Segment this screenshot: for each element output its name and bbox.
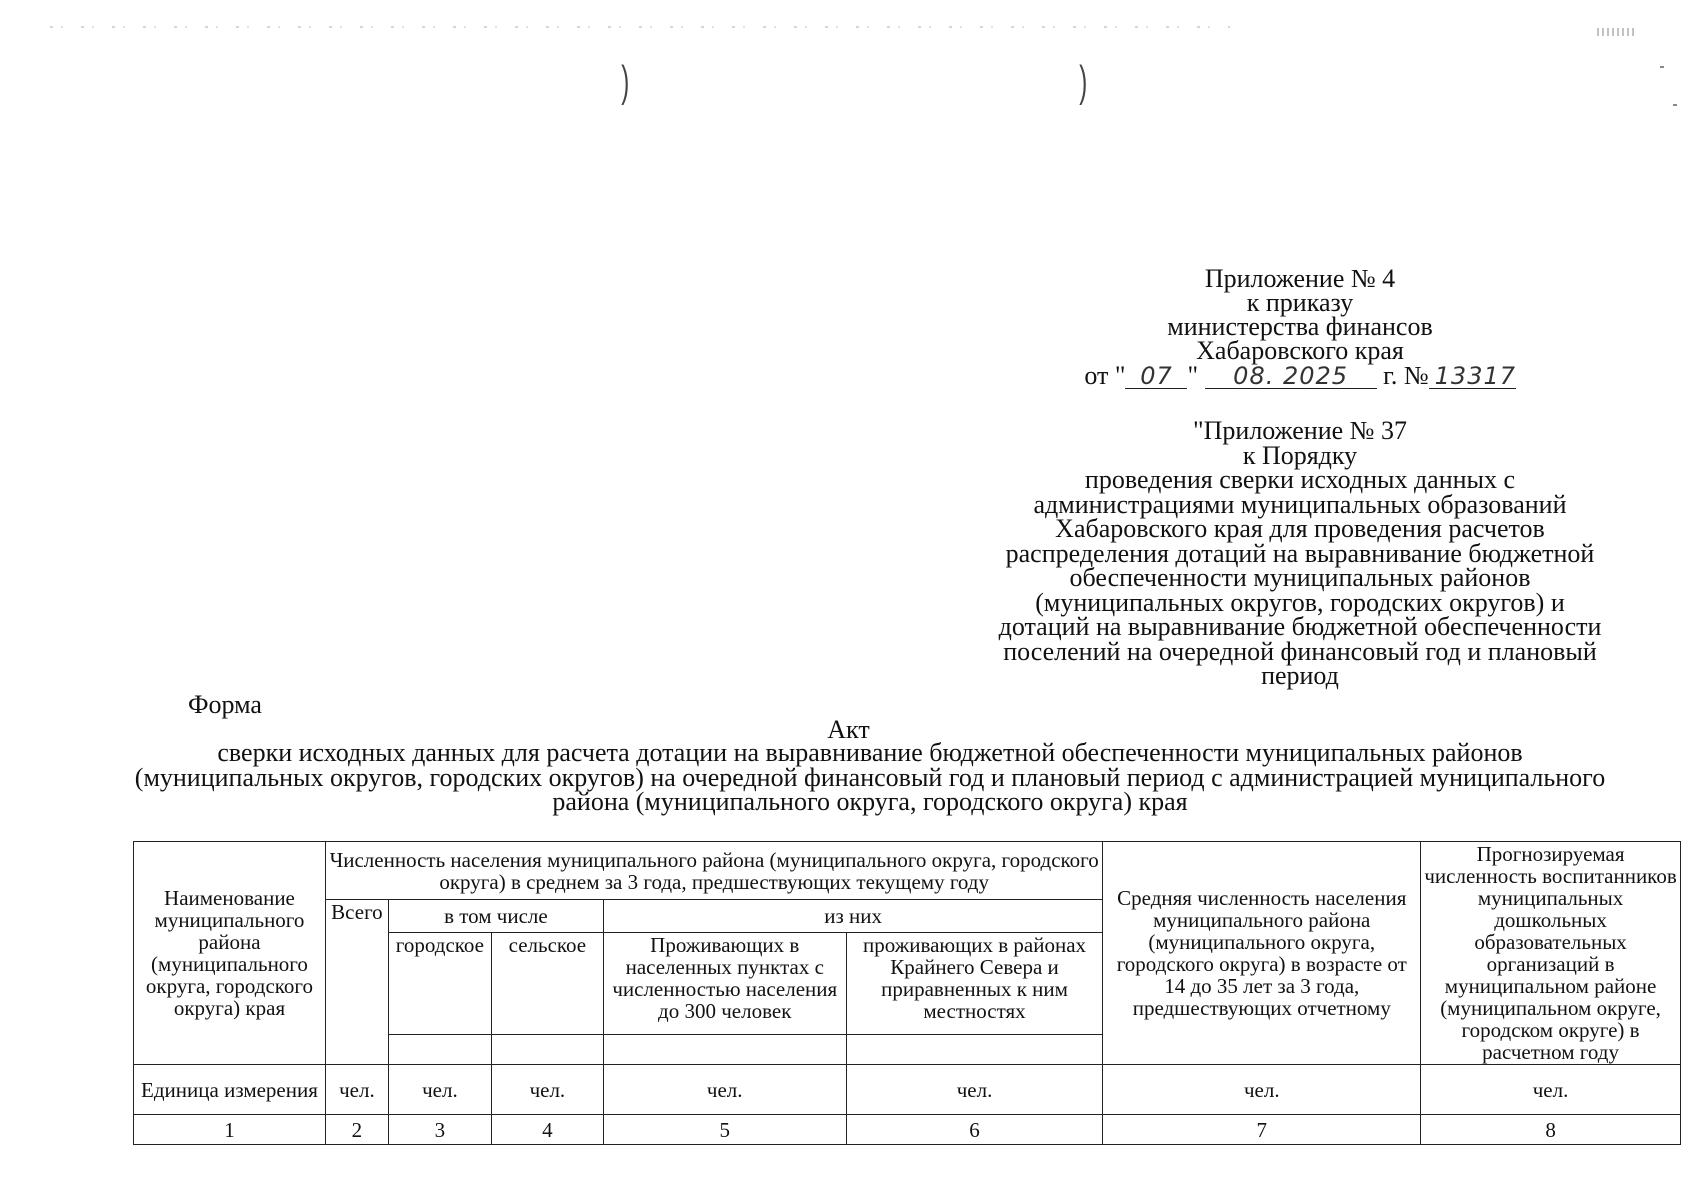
- order-date-line: [1040, 361, 1560, 390]
- order-appendix-title: "Приложение № 37: [1193, 416, 1407, 445]
- column-number: 2: [325, 1115, 388, 1145]
- order-appendix: [995, 416, 1605, 690]
- unit-cell: чел.: [388, 1065, 491, 1115]
- header-filler: [491, 1035, 603, 1065]
- header-preschool-pupils: Прогнозируемая численность воспитанников муниципальных дошкольных образовательных организаций в муниципальном районе (муниципальном округе, городском округе) в расчетном году: [1421, 842, 1681, 1065]
- scan-speck: [1660, 66, 1664, 68]
- act-title: Акт: [827, 715, 870, 744]
- scan-artifact-dots: [1597, 28, 1637, 36]
- handwritten-day: 07: [1125, 364, 1187, 389]
- header-far-north: проживающих в районах Крайнего Севера и приравненных к ним местностях: [846, 933, 1103, 1035]
- header-filler: [846, 1035, 1103, 1065]
- date-prefix: от ": [1084, 361, 1126, 390]
- header-urban: городское: [388, 933, 491, 1035]
- column-number: 1: [134, 1115, 326, 1145]
- date-suffix: г. №: [1383, 361, 1429, 390]
- header-municipality-name: Наименование муниципального района (муниципального округа, городского округа) края: [134, 842, 326, 1065]
- appendix-line: Хабаровского края: [1196, 336, 1404, 365]
- header-population-group: Численность населения муниципального района (муниципального округа, городского округа) в среднем за 3 года, предшествующих текущему году: [325, 842, 1102, 900]
- unit-cell: чел.: [603, 1065, 846, 1115]
- header-including: в том числе: [388, 900, 603, 933]
- header-filler: [603, 1035, 846, 1065]
- header-filler: [388, 1035, 491, 1065]
- appendix-title: Приложение № 4: [1204, 264, 1396, 293]
- unit-cell: чел.: [491, 1065, 603, 1115]
- form-label: Форма: [188, 690, 262, 719]
- units-row: [134, 1065, 1681, 1115]
- unit-cell: чел.: [1103, 1065, 1421, 1115]
- order-appendix-ref: к Порядку: [1242, 440, 1358, 470]
- binder-hole-mark: ): [621, 57, 630, 106]
- header-youth-population: Средняя численность населения муниципального района (муниципального округа, городского округа) в возрасте от 14 до 35 лет за 3 года, предшествующих отчетному: [1103, 842, 1421, 1065]
- header-small-settlements: Проживающих в населенных пунктах с численностью населения до 300 человек: [603, 933, 846, 1035]
- header-rural: сельское: [491, 933, 603, 1035]
- date-quote: ": [1187, 361, 1199, 390]
- unit-cell: чел.: [1421, 1065, 1681, 1115]
- binder-hole-mark: ): [1079, 57, 1088, 106]
- unit-cell: чел.: [846, 1065, 1103, 1115]
- reconciliation-table: [133, 841, 1681, 1145]
- header-of-them: из них: [603, 900, 1103, 933]
- column-number: 7: [1103, 1115, 1421, 1145]
- handwritten-month-year: 08. 2025: [1205, 364, 1377, 389]
- appendix-line: министерства финансов: [1167, 312, 1433, 341]
- appendix-header: [1040, 264, 1560, 390]
- header-total: Всего: [325, 900, 388, 1065]
- scan-speck: [1673, 104, 1677, 106]
- unit-label: Единица измерения: [134, 1065, 326, 1115]
- column-number: 6: [846, 1115, 1103, 1145]
- column-number: 4: [491, 1115, 603, 1145]
- column-number: 5: [603, 1115, 846, 1145]
- order-appendix-text: проведения сверки исходных данных с администрациями муниципальных образований Хабаровского края для проведения расчетов распределения дотаций на выравнивание бюджетной обеспеченности муниципальных районов (муниципальных округов, городских округов) и дотаций на выравнивание бюджетной обеспеченности поселений на очередной финансовый год и плановый период: [998, 465, 1602, 690]
- scan-artifact-line: [50, 26, 1230, 28]
- column-number: 3: [388, 1115, 491, 1145]
- handwritten-order-number: 13317: [1429, 364, 1516, 389]
- column-number: 8: [1421, 1115, 1681, 1145]
- column-number-row: [134, 1115, 1681, 1145]
- unit-cell: чел.: [325, 1065, 388, 1115]
- appendix-line: к приказу: [1246, 288, 1354, 317]
- act-subtitle: сверки исходных данных для расчета дотации на выравнивание бюджетной обеспеченности муниципальных районов (муниципальных округов, городских округов) на очередной финансовый год и плановый период с администрацией муниципального района (муниципального округа, городского округа) края: [134, 738, 1606, 816]
